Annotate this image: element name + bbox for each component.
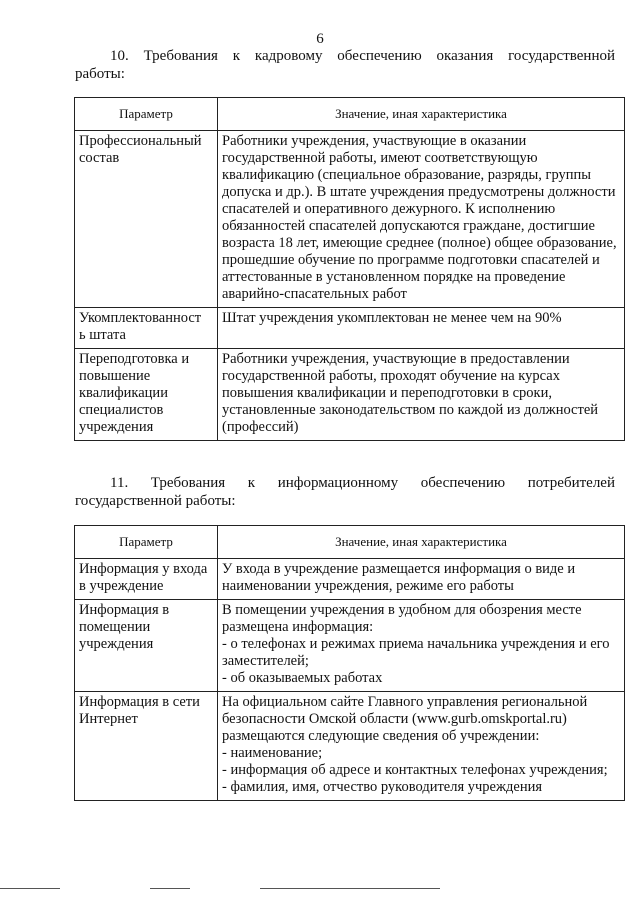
column-header-value: Значение, иная характеристика	[218, 98, 625, 131]
section-11-heading	[75, 474, 615, 510]
row-value: Штат учреждения укомплектован не менее чем на 90%	[218, 308, 625, 349]
column-header-parameter: Параметр	[75, 98, 218, 131]
table-row	[75, 692, 625, 801]
section-11-heading-line2: государственной работы:	[75, 493, 236, 509]
table-header-row	[75, 526, 625, 559]
table-row	[75, 349, 625, 441]
section-10-heading-line1: 10. Требования к кадровому обеспечению оказания государственной	[110, 48, 615, 64]
row-value: В помещении учреждения в удобном для обозрения месте размещена информация: - о телефонах и режимах приема начальника учреждения и его заместителей; - об оказываемых работах	[218, 600, 625, 692]
section-11-heading-line1: 11. Требования к информационному обеспечению потребителей	[110, 475, 615, 491]
row-value: Работники учреждения, участвующие в оказании государственной работы, имеют соответствующую квалификацию (специальное образование, разряды, группы допуска и др.). В штате учреждения предусмотрены должности спасателей и оперативного дежурного. К исполнению обязанностей спасателей допускаются граждане, достигшие возраста 18 лет, имеющие среднее (полное) общее образование, прошедшие обучение по программе подготовки спасателей и аттестованные в установленном порядке на проведение аварийно-спасательных работ	[218, 131, 625, 308]
section-10-heading	[75, 47, 615, 83]
row-value: Работники учреждения, участвующие в предоставлении государственной работы, проходят обучение на курсах повышения квалификации и переподготовки в сроки, установленные законодательством по каждой из должностей (профессий)	[218, 349, 625, 441]
row-value: На официальном сайте Главного управления региональной безопасности Омской области (www.gurb.omskportal.ru) размещаются следующие сведения об учреждении: - наименование; - информация об адресе и контактных телефонах учреждения; - фамилия, имя, отчество руководителя учреждения	[218, 692, 625, 801]
row-parameter: Информация в помещении учреждения	[75, 600, 218, 692]
table-row	[75, 600, 625, 692]
table-row	[75, 559, 625, 600]
page-number: 6	[316, 31, 324, 47]
row-parameter: Укомплектованност ь штата	[75, 308, 218, 349]
table-header-row	[75, 98, 625, 131]
table-row	[75, 308, 625, 349]
row-parameter: Профессиональный состав	[75, 131, 218, 308]
column-header-value: Значение, иная характеристика	[218, 526, 625, 559]
row-value: У входа в учреждение размещается информация о виде и наименовании учреждения, режиме его работы	[218, 559, 625, 600]
staffing-requirements-table	[74, 97, 625, 441]
information-requirements-table	[74, 525, 625, 801]
section-10-heading-line2: работы:	[75, 66, 125, 82]
row-parameter: Переподготовка и повышение квалификации специалистов учреждения	[75, 349, 218, 441]
table-row	[75, 131, 625, 308]
row-parameter: Информация у входа в учреждение	[75, 559, 218, 600]
column-header-parameter: Параметр	[75, 526, 218, 559]
scan-edge-marks	[0, 888, 640, 892]
row-parameter: Информация в сети Интернет	[75, 692, 218, 801]
